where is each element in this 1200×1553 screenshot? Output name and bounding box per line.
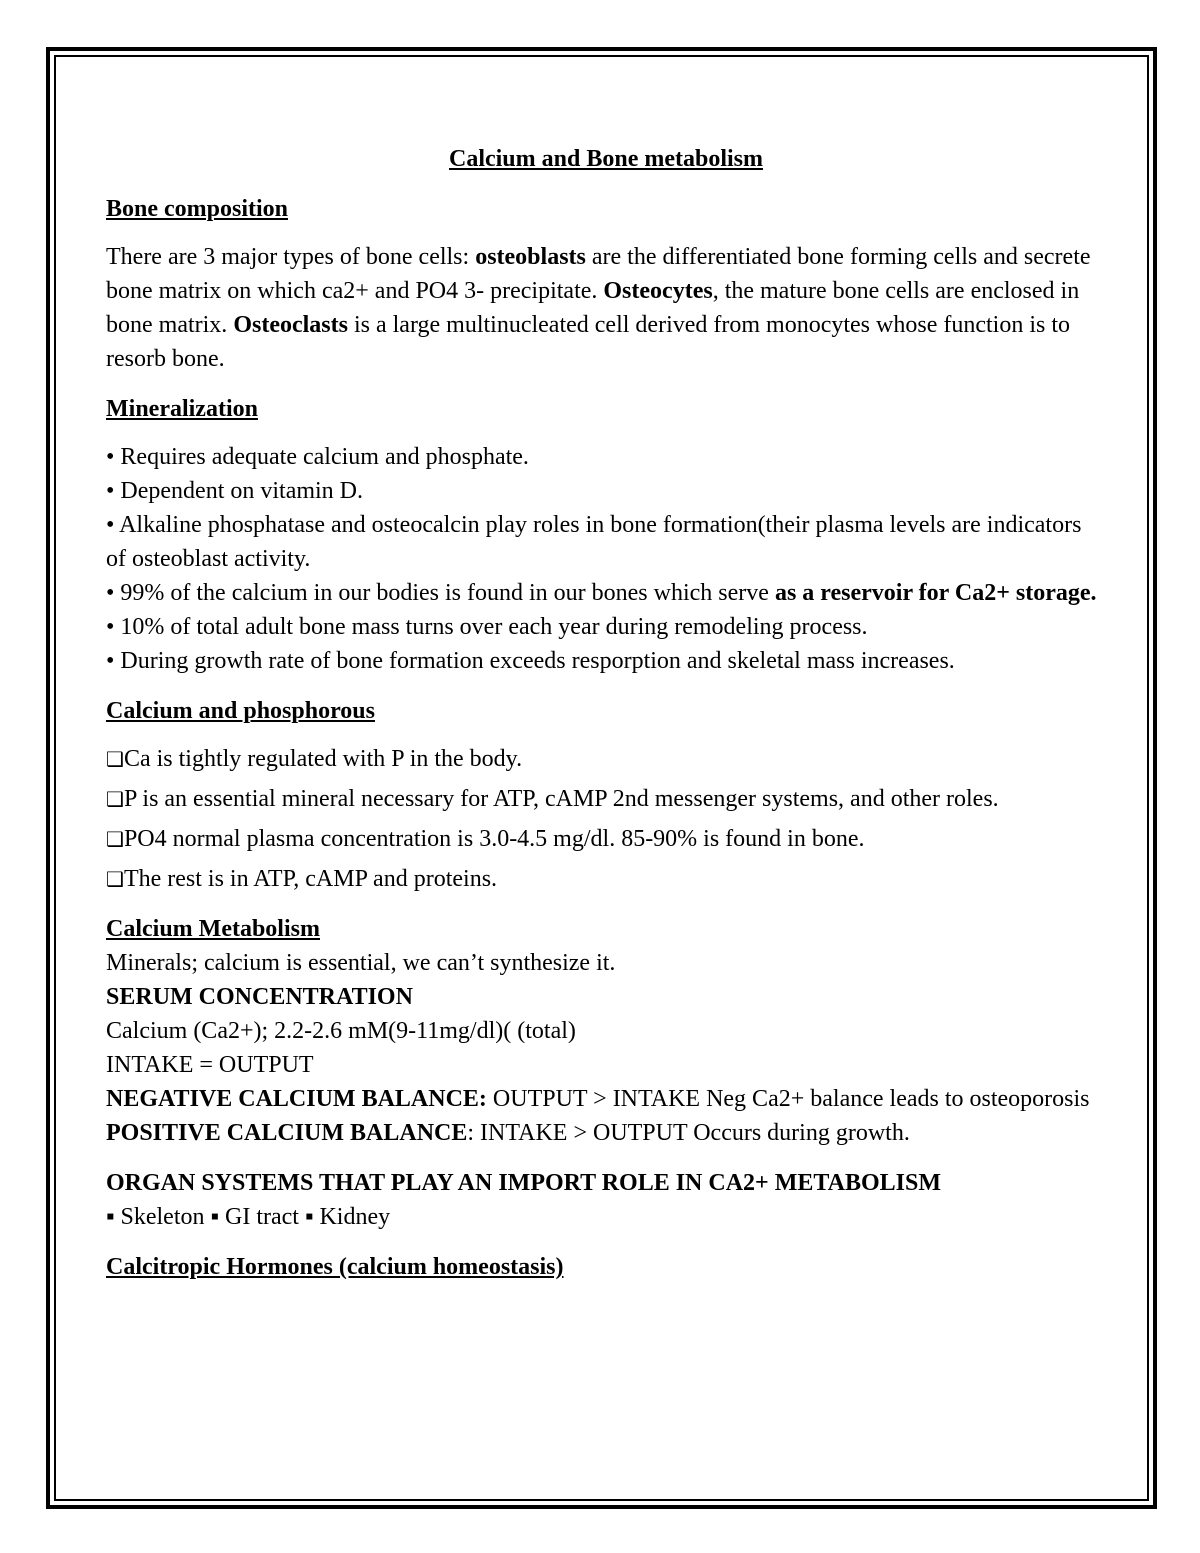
document-body [106,142,1106,1298]
square-bullet-icon: ❑ [106,787,124,811]
paragraph-bone-composition: There are 3 major types of bone cells: osteoblasts are the differentiated bone forming cells and secrete bone matrix on which ca2+ and PO4 3- precipitate. Osteocytes, the mature bone cells are enclosed in bone matrix. Osteoclasts is a large multinucleated cell derived from monocytes whose function is to resorb bone. [106,244,1091,372]
list-item: • During growth rate of bone formation exceeds resporption and skeletal mass increases. [106,648,955,674]
heading-calcium-metabolism: Calcium Metabolism [106,916,320,942]
square-bullet-icon: ❑ [106,827,124,851]
heading-calcitropic-hormones: Calcitropic Hormones (calcium homeostasis) [106,1254,564,1280]
negative-balance: NEGATIVE CALCIUM BALANCE: OUTPUT > INTAKE Neg Ca2+ balance leads to osteoporosis [106,1086,1090,1112]
square-bullet-icon: ❑ [106,747,124,771]
text-line: Minerals; calcium is essential, we can’t synthesize it. [106,950,616,976]
serum-value: Calcium (Ca2+); 2.2-2.6 mM(9-11mg/dl)( (total) [106,1018,576,1044]
list-item: • Dependent on vitamin D. [106,478,364,504]
serum-heading: SERUM CONCENTRATION [106,984,413,1010]
calcium-phosphorous-list [106,742,1106,896]
positive-balance: POSITIVE CALCIUM BALANCE: INTAKE > OUTPUT Occurs during growth. [106,1120,910,1146]
list-item: ❑P is an essential mineral necessary for ATP, cAMP 2nd messenger systems, and other roles. [106,786,999,812]
list-item: • Requires adequate calcium and phosphate. [106,444,529,470]
organ-systems-block [106,1166,1106,1234]
list-item: • 10% of total adult bone mass turns over each year during remodeling process. [106,614,868,640]
mineralization-list [106,440,1106,678]
heading-bone-composition: Bone composition [106,196,289,222]
organ-systems-heading: ORGAN SYSTEMS THAT PLAY AN IMPORT ROLE IN CA2+ METABOLISM [106,1170,941,1196]
list-item: • 99% of the calcium in our bodies is found in our bones which serve as a reservoir for Ca2+ storage. [106,580,1097,606]
list-item: ❑PO4 normal plasma concentration is 3.0-4.5 mg/dl. 85-90% is found in bone. [106,826,865,852]
heading-mineralization: Mineralization [106,396,258,422]
balance-line: INTAKE = OUTPUT [106,1052,314,1078]
heading-calcium-phosphorous: Calcium and phosphorous [106,698,375,724]
square-bullet-icon: ❑ [106,867,124,891]
list-item: • Alkaline phosphatase and osteocalcin play roles in bone formation(their plasma levels are indicators of osteoblast activity. [106,512,1082,572]
organ-systems-list: ▪ Skeleton ▪ GI tract ▪ Kidney [106,1204,391,1230]
calcium-metabolism-block [106,946,1106,1150]
list-item: ❑The rest is in ATP, cAMP and proteins. [106,866,498,892]
document-title: Calcium and Bone metabolism [448,146,763,172]
list-item: ❑Ca is tightly regulated with P in the body. [106,746,523,772]
